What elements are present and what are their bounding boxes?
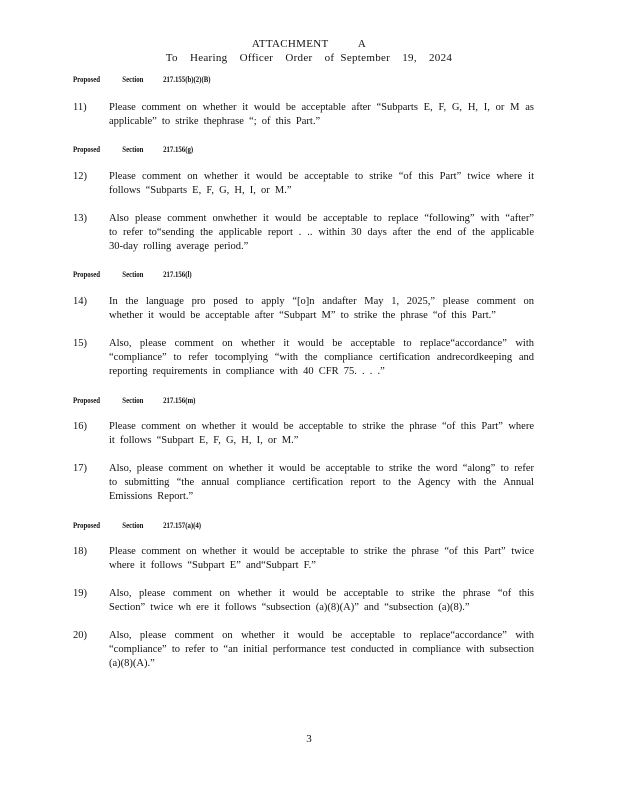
section-ref: 217.156(m) bbox=[163, 396, 196, 405]
section-heading: Proposed Section 217.156(l) bbox=[73, 270, 192, 279]
item-number: 11) bbox=[73, 102, 87, 113]
item-text: Please comment on whether it would be acceptable after “Subparts E, F, G, H, I, or M as applicable” to strike thephrase “; of this Part.” bbox=[109, 102, 534, 127]
section-ref: 217.156(g) bbox=[163, 145, 194, 154]
item-number: 16) bbox=[73, 421, 87, 432]
item-number: 18) bbox=[73, 546, 87, 557]
page-number: 3 bbox=[306, 733, 312, 745]
item-text: Please comment on whether it would be acceptable to strike the phrase “of this Part” twice where it follows “Subpart E” and“Subpart F.” bbox=[109, 546, 534, 571]
section-ref: 217.155(b)(2)(B) bbox=[163, 75, 211, 84]
item-text: Also, please comment on whether it would be acceptable to replace“accordance” with “compliance” to refer to “an initial performance test conducted in compliance with subsection (a)(8)(A).” bbox=[109, 630, 534, 669]
item-number: 15) bbox=[73, 338, 87, 349]
item-number: 20) bbox=[73, 630, 87, 641]
item-number: 19) bbox=[73, 588, 87, 599]
document-header bbox=[0, 37, 618, 65]
section-heading: Proposed Section 217.157(a)(4) bbox=[73, 521, 202, 530]
item-number: 17) bbox=[73, 463, 87, 474]
section-ref: 217.157(a)(4) bbox=[163, 521, 202, 530]
section-heading: Proposed Section 217.156(m) bbox=[73, 396, 196, 405]
item-text: Also, please comment on whether it would be acceptable to replace“accordance” with “compliance” to refer tocomplying “with the compliance certification andrecordkeeping and reporting requirements in compliance with 40 CFR 75. . . .” bbox=[109, 338, 534, 377]
attachment-title: ATTACHMENT A bbox=[251, 38, 367, 50]
section-heading: Proposed Section 217.155(b)(2)(B) bbox=[73, 75, 211, 84]
item-text: Also, please comment on whether it would be acceptable to strike the phrase “of this Section” twice wh ere it follows “subsection (a)(8)(A)” and “subsection (a)(8).” bbox=[109, 588, 534, 613]
item-text: Please comment on whether it would be acceptable to strike “of this Part” twice where it follows “Subparts E, F, G, H, I, or M.” bbox=[109, 171, 534, 196]
item-text: Please comment on whether it would be acceptable to strike the phrase “of this Part” where it follows “Subpart E, F, G, H, I, or M.” bbox=[109, 421, 534, 446]
section-ref: 217.156(l) bbox=[163, 270, 192, 279]
item-text: Also, please comment on whether it would be acceptable to strike the word “along” to refer to submitting “the annual compliance certification report to the Agency with the Annual Emissions Report.” bbox=[109, 463, 534, 502]
item-number: 13) bbox=[73, 213, 87, 224]
item-number: 12) bbox=[73, 171, 87, 182]
item-text: In the language pro posed to apply “[o]n andafter May 1, 2025,” please comment on whether it would be acceptable after “Subpart M” to strike the phrase “of this Part.” bbox=[109, 296, 534, 321]
section-heading: Proposed Section 217.156(g) bbox=[73, 145, 194, 154]
order-reference: To Hearing Officer Order of September 19, 2024 bbox=[165, 52, 453, 64]
item-number: 14) bbox=[73, 296, 87, 307]
item-text: Also please comment onwhether it would be acceptable to replace “following” with “after” to refer to“sending the applicable report . .. within 30 days after the end of the applicable 30-day rolling average period.” bbox=[109, 213, 534, 252]
